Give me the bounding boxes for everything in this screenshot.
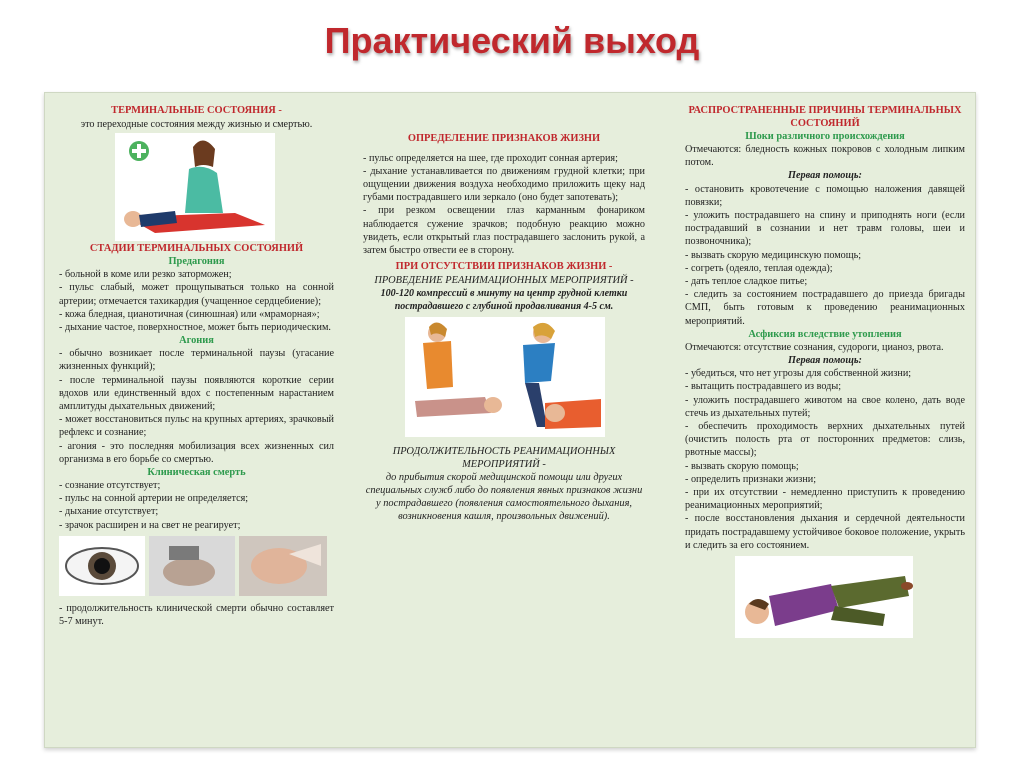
list-item: - больной в коме или резко заторможен; <box>59 268 334 281</box>
list-item: - уложить пострадавшего животом на свое колено, дать воде стечь из дыхательных путей; <box>685 394 965 420</box>
list-item: - следить за состоянием пострадавшего до приезда бригады СМП, быть готовым к проведению реанимационных мероприятий. <box>685 288 965 328</box>
asphyxia-title: Асфиксия вследствие утопления <box>748 328 902 340</box>
list-item: - вытащить пострадавшего из воды; <box>685 380 965 393</box>
list-item: - при их отсутствии - немедленно приступить к проведению реанимационных мероприятий; <box>685 486 965 512</box>
asphyxia-symptoms: Отмечаются: отсутствие сознания, судороги, цианоз, рвота. <box>685 341 944 353</box>
list-item: - после терминальной паузы появляются короткие серии вдохов или единственный вдох с постепенным нарастанием амплитуды дыхательных движений; <box>59 374 334 414</box>
list-item: - может восстановиться пульс на крупных артериях, зрачковый рефлекс и сознание; <box>59 413 334 439</box>
predagony-list <box>59 268 334 334</box>
predagony-title: Предагония <box>168 256 225 268</box>
clinical-death-title: Клиническая смерть <box>147 467 246 479</box>
illustration-cpr <box>363 317 645 439</box>
eye-pupil-check-illustration <box>59 536 327 596</box>
shock-symptoms: Отмечаются: бледность кожных покровов с холодным липким потом. <box>685 144 965 169</box>
page-title: Практический выход <box>324 20 700 61</box>
signs-title: ОПРЕДЕЛЕНИЕ ПРИЗНАКОВ ЖИЗНИ <box>407 133 601 144</box>
agony-list <box>59 347 334 466</box>
list-item: - зрачок расширен и на свет не реагирует; <box>59 519 334 532</box>
shock-aid-list <box>685 183 965 328</box>
column-terminal-states <box>59 105 334 628</box>
list-item: - определить признаки жизни; <box>685 473 965 486</box>
list-item: - дыхание частое, поверхностное, может быть периодическим. <box>59 321 334 334</box>
list-item: - пульс на сонной артерии не определяется; <box>59 492 334 505</box>
list-item: - агония - это последняя мобилизация всех жизненных сил организма в его борьбе со смертью. <box>59 440 334 466</box>
duration-text: до прибытия скорой медицинской помощи или других специальных служб либо до появления явных признаков жизни у пострадавшего (появления самостоятельного дыхания, возникновения кашля, произвольных движений). <box>365 472 643 523</box>
list-item: - при резком освещении глаз карманным фонариком наблюдается сужение зрачков; подобную реакцию можно увидеть, если открытый глаз пострадавшего заслонить рукой, а затем быстро отвести ее в сторону. <box>363 204 645 257</box>
list-item: - вызвать скорую медицинскую помощь; <box>685 249 965 262</box>
list-item: - пульс слабый, может прощупываться только на сонной артерии; отмечается тахикардия (учащенное сердцебиение); <box>59 281 334 307</box>
illustration-eye-checks <box>59 536 334 598</box>
signs-list <box>363 152 645 258</box>
terminal-title: ТЕРМИНАЛЬНЫЕ СОСТОЯНИЯ - <box>111 105 282 116</box>
compressions-text: 100-120 компрессий в минуту на центр грудной клетки пострадавшего с глубиной продавливания 4-5 см. <box>380 287 628 312</box>
list-item: - вызвать скорую помощь; <box>685 460 965 473</box>
list-item: - остановить кровотечение с помощью наложения давящей повязки; <box>685 183 965 209</box>
list-item: - после восстановления дыхания и сердечной деятельности придать пострадавшему устойчивое боковое положение, укрыть и следить за его состоянием. <box>685 512 965 552</box>
rescuer-calling-illustration <box>115 133 275 241</box>
clinical-death-list <box>59 479 334 532</box>
list-item: - продолжительность клинической смерти обычно составляет 5-7 минут. <box>59 602 334 628</box>
list-item: - дыхание отсутствует; <box>59 505 334 518</box>
illustration-rescuer-phone <box>59 131 334 243</box>
list-item: - обеспечить проходимость верхних дыхательных путей (очистить полость рта от посторонних предметов: слизь, рвотные массы); <box>685 420 965 460</box>
terminal-definition: это переходные состояния между жизнью и смертью. <box>80 118 313 130</box>
stages-title: СТАДИИ ТЕРМИНАЛЬНЫХ СОСТОЯНИЙ <box>89 242 304 254</box>
list-item: - убедиться, что нет угрозы для собственной жизни; <box>685 367 965 380</box>
duration-list <box>59 602 334 628</box>
causes-title: РАСПРОСТРАНЕННЫЕ ПРИЧИНЫ ТЕРМИНАЛЬНЫХ СОСТОЯНИЙ <box>688 105 962 129</box>
leaflet-sheet <box>44 92 976 748</box>
column-signs-of-life <box>363 133 645 523</box>
list-item: - дать теплое сладкое питье; <box>685 275 965 288</box>
resuscitation-title: ПРОВЕДЕНИЕ РЕАНИМАЦИОННЫХ МЕРОПРИЯТИЙ - <box>374 274 634 286</box>
asphyxia-aid-list <box>685 367 965 552</box>
first-aid-title: Первая помощь: <box>788 355 862 367</box>
first-aid-title: Первая помощь: <box>788 170 862 182</box>
absence-title: ПРИ ОТСУТСТВИИ ПРИЗНАКОВ ЖИЗНИ - <box>395 261 613 273</box>
duration-title: ПРОДОЛЖИТЕЛЬНОСТЬ РЕАНИМАЦИОННЫХ МЕРОПРИЯТИЙ - <box>392 446 616 471</box>
list-item: - обычно возникает после терминальной паузы (угасание жизненных функций); <box>59 347 334 373</box>
list-item: - кожа бледная, цианотичная (синюшная) или «мраморная»; <box>59 308 334 321</box>
column-common-causes <box>685 105 965 640</box>
list-item: - сознание отсутствует; <box>59 479 334 492</box>
agony-title: Агония <box>179 335 214 347</box>
recovery-position-illustration <box>735 556 913 638</box>
illustration-recovery-position <box>685 556 965 640</box>
list-item: - пульс определяется на шее, где проходит сонная артерия; <box>363 152 645 165</box>
list-item: - дыхание устанавливается по движениям грудной клетки; при ощущении движения воздуха необходимо приложить щеку над губами пострадавшего или зеркало (оно будет запотевать); <box>363 165 645 205</box>
cpr-illustration <box>405 317 605 437</box>
list-item: - уложить пострадавшего на спину и приподнять ноги (если пострадавший в сознании и нет травм головы, шеи и позвоночника); <box>685 209 965 249</box>
list-item: - согреть (одеяло, теплая одежда); <box>685 262 965 275</box>
shock-title: Шоки различного происхождения <box>745 131 905 142</box>
